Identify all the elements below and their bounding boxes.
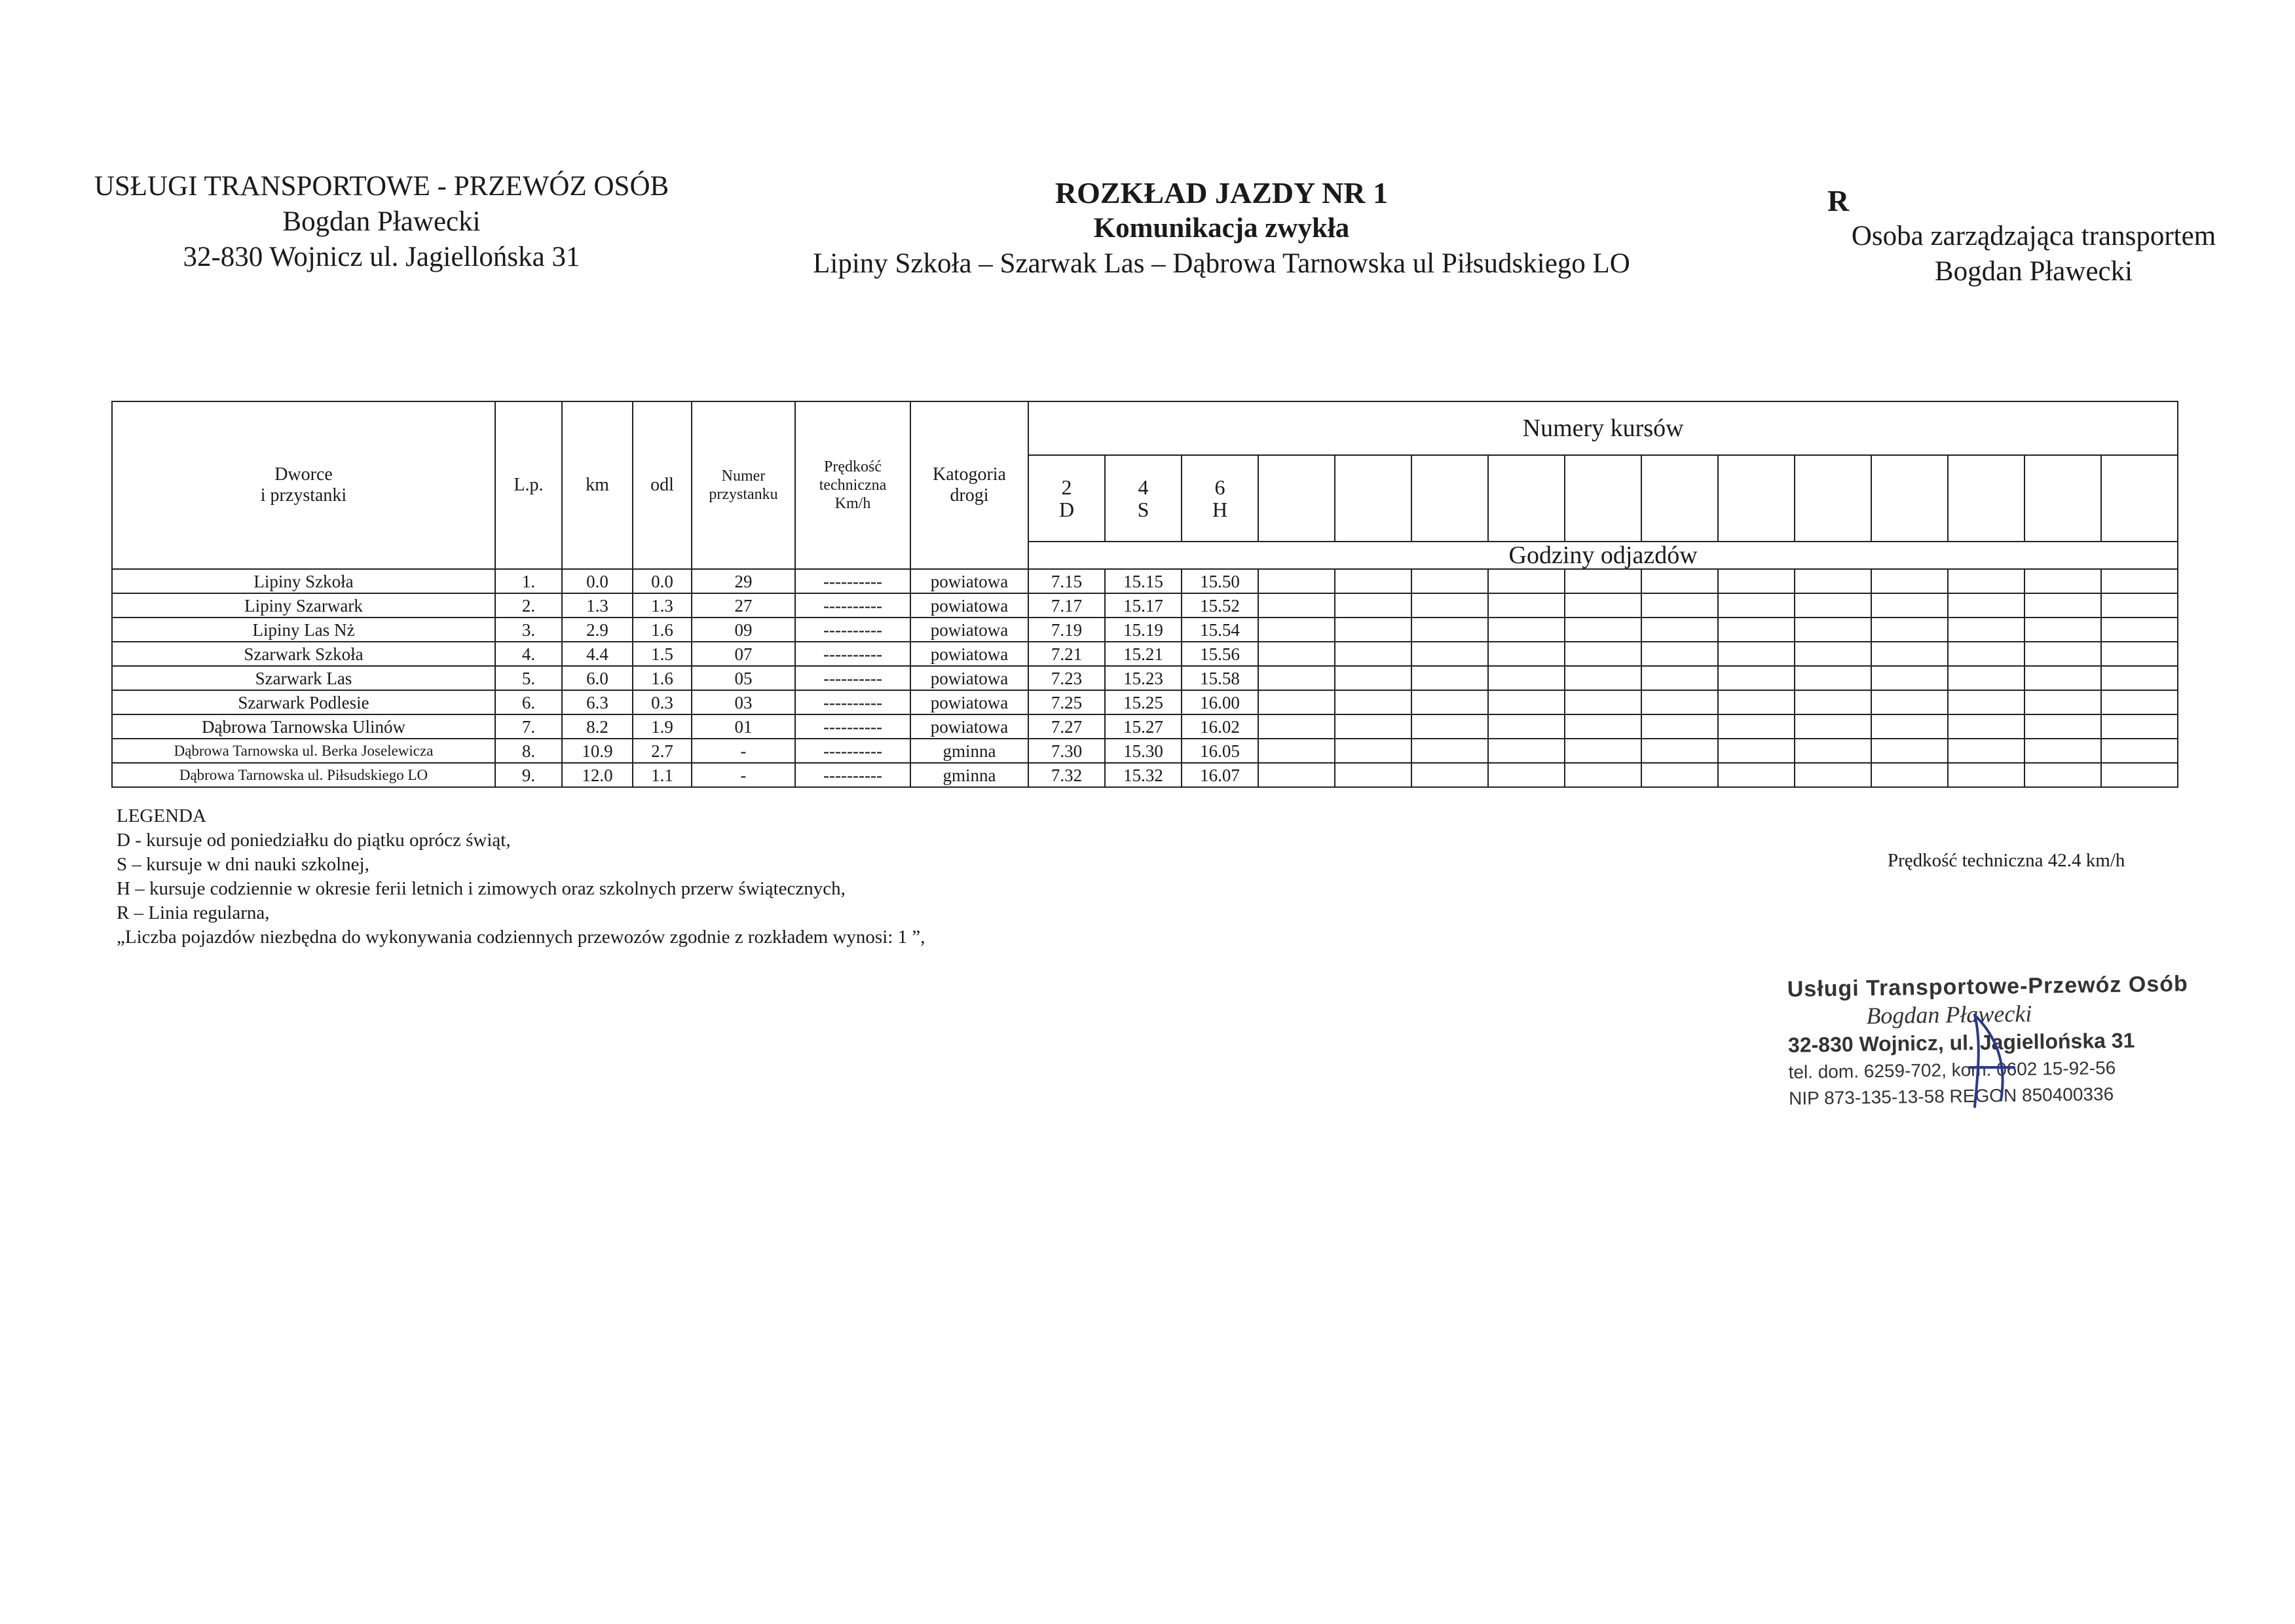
empty-departure-cell [1718, 618, 1795, 642]
empty-departure-cell [1871, 593, 1948, 618]
departure-course-6: 15.58 [1182, 666, 1258, 690]
empty-departure-cell [1488, 593, 1565, 618]
stop-km: 2.9 [562, 618, 633, 642]
empty-departure-cell [1795, 763, 1871, 787]
empty-departure-cell [1718, 690, 1795, 714]
empty-departure-cell [1565, 642, 1641, 666]
stop-number: 09 [692, 618, 795, 642]
course-empty-header [2024, 455, 2101, 542]
course-empty-header [1565, 455, 1641, 542]
company-name: USŁUGI TRANSPORTOWE - PRZEWÓZ OSÓB [94, 171, 669, 202]
stop-lp: 8. [495, 739, 562, 763]
timetable-header [740, 175, 1703, 282]
header-course-numbers: Numery kursów [1028, 401, 2178, 455]
empty-departure-cell [1488, 666, 1565, 690]
departure-course-6: 16.05 [1182, 739, 1258, 763]
course-empty-header [1641, 455, 1718, 542]
empty-departure-cell [1718, 763, 1795, 787]
stop-lp: 7. [495, 714, 562, 739]
empty-departure-cell [2024, 714, 2101, 739]
header-technical-speed: Prędkość techniczna Km/h [795, 401, 910, 569]
empty-departure-cell [1948, 666, 2024, 690]
stop-km: 4.4 [562, 642, 633, 666]
table-row [112, 593, 2178, 618]
stop-km: 10.9 [562, 739, 633, 763]
empty-departure-cell [1948, 714, 2024, 739]
empty-departure-cell [1948, 569, 2024, 593]
empty-departure-cell [1258, 569, 1335, 593]
stop-number: - [692, 763, 795, 787]
departure-course-2: 7.27 [1028, 714, 1105, 739]
empty-departure-cell [2101, 593, 2178, 618]
departure-course-4: 15.21 [1105, 642, 1182, 666]
stop-km: 0.0 [562, 569, 633, 593]
empty-departure-cell [1565, 666, 1641, 690]
stop-km: 1.3 [562, 593, 633, 618]
stop-number: 29 [692, 569, 795, 593]
empty-departure-cell [1335, 739, 1411, 763]
header-lp: L.p. [495, 401, 562, 569]
departure-course-2: 7.15 [1028, 569, 1105, 593]
empty-departure-cell [2024, 642, 2101, 666]
stop-lp: 9. [495, 763, 562, 787]
stop-name: Szarwark Podlesie [112, 690, 495, 714]
header-stops: Dworce i przystanki [112, 401, 495, 569]
manager-header [1808, 183, 2260, 289]
stop-name: Lipiny Szkoła [112, 569, 495, 593]
empty-departure-cell [1488, 642, 1565, 666]
departure-course-4: 15.30 [1105, 739, 1182, 763]
departure-course-2: 7.25 [1028, 690, 1105, 714]
stamp-line: Usługi Transportowe-Przewóz Osób [1787, 971, 2189, 1002]
departure-course-4: 15.17 [1105, 593, 1182, 618]
departure-course-4: 15.25 [1105, 690, 1182, 714]
departure-course-6: 16.07 [1182, 763, 1258, 787]
empty-departure-cell [1641, 666, 1718, 690]
departure-course-2: 7.19 [1028, 618, 1105, 642]
departure-course-2: 7.17 [1028, 593, 1105, 618]
stop-name: Dąbrowa Tarnowska Ulinów [112, 714, 495, 739]
stop-km: 6.0 [562, 666, 633, 690]
header-odl: odl [633, 401, 692, 569]
empty-departure-cell [1948, 690, 2024, 714]
legend-item: D - kursuje od poniedziałku do piątku oprócz świąt, [117, 830, 511, 851]
stop-road-category: gminna [910, 739, 1028, 763]
empty-departure-cell [1411, 618, 1488, 642]
empty-departure-cell [1488, 618, 1565, 642]
empty-departure-cell [1795, 690, 1871, 714]
empty-departure-cell [1718, 593, 1795, 618]
legend-item: H – kursuje codziennie w okresie ferii letnich i zimowych oraz szkolnych przerw świątecznych, [117, 878, 846, 899]
course-4-header: 4 S [1105, 455, 1182, 542]
manager-role: Osoba zarządzająca transportem [1851, 221, 2216, 251]
legend [117, 804, 925, 950]
stop-speed: ---------- [795, 666, 910, 690]
legend-item: S – kursuje w dni nauki szkolnej, [117, 854, 369, 875]
empty-departure-cell [2024, 763, 2101, 787]
empty-departure-cell [1258, 763, 1335, 787]
stop-road-category: gminna [910, 763, 1028, 787]
header-road-category: Katogoria drogi [910, 401, 1028, 569]
empty-departure-cell [1335, 593, 1411, 618]
empty-departure-cell [1641, 642, 1718, 666]
header-departure-times: Godziny odjazdów [1028, 542, 2178, 569]
empty-departure-cell [1565, 714, 1641, 739]
empty-departure-cell [1565, 618, 1641, 642]
stop-km: 6.3 [562, 690, 633, 714]
empty-departure-cell [1488, 739, 1565, 763]
empty-departure-cell [2024, 593, 2101, 618]
course-empty-header [1718, 455, 1795, 542]
empty-departure-cell [1795, 739, 1871, 763]
empty-departure-cell [2101, 714, 2178, 739]
stop-distance: 1.9 [633, 714, 692, 739]
empty-departure-cell [1641, 763, 1718, 787]
table-row [112, 690, 2178, 714]
empty-departure-cell [1488, 690, 1565, 714]
empty-departure-cell [1258, 714, 1335, 739]
stop-name: Szarwark Las [112, 666, 495, 690]
empty-departure-cell [1565, 690, 1641, 714]
stop-name: Dąbrowa Tarnowska ul. Berka Joselewicza [112, 739, 495, 763]
empty-departure-cell [2101, 690, 2178, 714]
empty-departure-cell [2101, 618, 2178, 642]
stop-lp: 3. [495, 618, 562, 642]
route-description: Lipiny Szkoła – Szarwak Las – Dąbrowa Tarnowska ul Piłsudskiego LO [813, 248, 1630, 279]
empty-departure-cell [1335, 569, 1411, 593]
departure-course-4: 15.27 [1105, 714, 1182, 739]
empty-departure-cell [1948, 642, 2024, 666]
table-row [112, 618, 2178, 642]
stop-speed: ---------- [795, 763, 910, 787]
departure-course-6: 15.56 [1182, 642, 1258, 666]
table-row [112, 739, 2178, 763]
stop-road-category: powiatowa [910, 569, 1028, 593]
table-row [112, 763, 2178, 787]
stamp-line: Bogdan Pławecki [1866, 1000, 2032, 1029]
empty-departure-cell [1411, 569, 1488, 593]
empty-departure-cell [1795, 618, 1871, 642]
course-empty-header [2101, 455, 2178, 542]
stop-name: Dąbrowa Tarnowska ul. Piłsudskiego LO [112, 763, 495, 787]
stop-km: 8.2 [562, 714, 633, 739]
stop-lp: 2. [495, 593, 562, 618]
empty-departure-cell [1488, 714, 1565, 739]
stop-number: 03 [692, 690, 795, 714]
stamp-line: tel. dom. 6259-702, kom. 0602 15-92-56 [1788, 1057, 2116, 1082]
empty-departure-cell [1335, 763, 1411, 787]
course-empty-header [1871, 455, 1948, 542]
departure-course-6: 15.50 [1182, 569, 1258, 593]
stop-distance: 0.3 [633, 690, 692, 714]
departure-course-4: 15.32 [1105, 763, 1182, 787]
empty-departure-cell [2101, 739, 2178, 763]
empty-departure-cell [1411, 739, 1488, 763]
empty-departure-cell [1871, 763, 1948, 787]
legend-title: LEGENDA [117, 805, 206, 826]
empty-departure-cell [1411, 714, 1488, 739]
empty-departure-cell [1411, 642, 1488, 666]
stop-lp: 5. [495, 666, 562, 690]
departure-course-4: 15.19 [1105, 618, 1182, 642]
empty-departure-cell [2024, 739, 2101, 763]
empty-departure-cell [1718, 666, 1795, 690]
stop-road-category: powiatowa [910, 642, 1028, 666]
timetable-table [111, 401, 2178, 788]
course-empty-header [1488, 455, 1565, 542]
empty-departure-cell [1795, 593, 1871, 618]
empty-departure-cell [1258, 739, 1335, 763]
line-type-letter: R [1827, 184, 1850, 217]
stop-lp: 1. [495, 569, 562, 593]
empty-departure-cell [1948, 739, 2024, 763]
empty-departure-cell [2101, 569, 2178, 593]
stop-road-category: powiatowa [910, 593, 1028, 618]
course-empty-header [1335, 455, 1411, 542]
empty-departure-cell [1641, 690, 1718, 714]
stop-speed: ---------- [795, 714, 910, 739]
empty-departure-cell [1565, 763, 1641, 787]
departure-course-6: 15.52 [1182, 593, 1258, 618]
stop-road-category: powiatowa [910, 618, 1028, 642]
empty-departure-cell [1948, 763, 2024, 787]
stop-speed: ---------- [795, 690, 910, 714]
empty-departure-cell [1335, 666, 1411, 690]
stamp-line: NIP 873-135-13-58 REGON 850400336 [1788, 1083, 2114, 1109]
departure-course-2: 7.32 [1028, 763, 1105, 787]
header-km: km [562, 401, 633, 569]
empty-departure-cell [1258, 666, 1335, 690]
stop-speed: ---------- [795, 618, 910, 642]
empty-departure-cell [1258, 618, 1335, 642]
stop-road-category: powiatowa [910, 690, 1028, 714]
empty-departure-cell [1641, 714, 1718, 739]
empty-departure-cell [1488, 569, 1565, 593]
stop-speed: ---------- [795, 642, 910, 666]
timetable-title: ROZKŁAD JAZDY NR 1 [1054, 176, 1389, 210]
empty-departure-cell [1258, 593, 1335, 618]
departure-course-4: 15.23 [1105, 666, 1182, 690]
empty-departure-cell [1795, 714, 1871, 739]
course-2-header: 2 D [1028, 455, 1105, 542]
departure-course-2: 7.30 [1028, 739, 1105, 763]
stop-distance: 1.6 [633, 666, 692, 690]
stop-distance: 1.6 [633, 618, 692, 642]
table-row [112, 642, 2178, 666]
empty-departure-cell [1411, 593, 1488, 618]
stop-name: Szarwark Szkoła [112, 642, 495, 666]
empty-departure-cell [2024, 666, 2101, 690]
stop-distance: 0.0 [633, 569, 692, 593]
stop-speed: ---------- [795, 593, 910, 618]
empty-departure-cell [1411, 763, 1488, 787]
legend-item: „Liczba pojazdów niezbędna do wykonywania codziennych przewozów zgodnie z rozkładem wynosi: 1 ”, [117, 927, 925, 948]
empty-departure-cell [2024, 569, 2101, 593]
empty-departure-cell [1258, 690, 1335, 714]
empty-departure-cell [1795, 642, 1871, 666]
stop-number: 27 [692, 593, 795, 618]
empty-departure-cell [2024, 618, 2101, 642]
stop-speed: ---------- [795, 739, 910, 763]
empty-departure-cell [1718, 569, 1795, 593]
empty-departure-cell [1335, 690, 1411, 714]
stop-km: 12.0 [562, 763, 633, 787]
legend-item: R – Linia regularna, [117, 902, 270, 923]
empty-departure-cell [1641, 593, 1718, 618]
empty-departure-cell [1565, 739, 1641, 763]
departure-course-6: 15.54 [1182, 618, 1258, 642]
owner-name: Bogdan Pławecki [282, 206, 481, 237]
course-empty-header [1795, 455, 1871, 542]
empty-departure-cell [1948, 593, 2024, 618]
empty-departure-cell [1335, 618, 1411, 642]
empty-departure-cell [1948, 618, 2024, 642]
manager-name: Bogdan Pławecki [1934, 256, 2133, 287]
empty-departure-cell [1871, 569, 1948, 593]
stop-speed: ---------- [795, 569, 910, 593]
stop-name: Lipiny Szarwark [112, 593, 495, 618]
departure-course-6: 16.02 [1182, 714, 1258, 739]
empty-departure-cell [1488, 763, 1565, 787]
stop-lp: 4. [495, 642, 562, 666]
empty-departure-cell [1411, 690, 1488, 714]
stop-road-category: powiatowa [910, 714, 1028, 739]
empty-departure-cell [1258, 642, 1335, 666]
empty-departure-cell [1718, 739, 1795, 763]
empty-departure-cell [1871, 618, 1948, 642]
stop-number: 05 [692, 666, 795, 690]
stop-distance: 1.3 [633, 593, 692, 618]
stop-distance: 1.5 [633, 642, 692, 666]
header-stop-number: Numer przystanku [692, 401, 795, 569]
stop-distance: 2.7 [633, 739, 692, 763]
empty-departure-cell [1411, 666, 1488, 690]
departure-course-4: 15.15 [1105, 569, 1182, 593]
stop-number: 01 [692, 714, 795, 739]
company-header [39, 169, 724, 275]
stop-road-category: powiatowa [910, 666, 1028, 690]
empty-departure-cell [1641, 739, 1718, 763]
course-empty-header [1948, 455, 2024, 542]
departure-course-6: 16.00 [1182, 690, 1258, 714]
empty-departure-cell [1871, 666, 1948, 690]
stamp-line: 32-830 Wojnicz, ul. Jagiellońska 31 [1787, 1028, 2135, 1057]
empty-departure-cell [1871, 714, 1948, 739]
departure-course-2: 7.21 [1028, 642, 1105, 666]
empty-departure-cell [2101, 666, 2178, 690]
empty-departure-cell [2101, 763, 2178, 787]
departure-course-2: 7.23 [1028, 666, 1105, 690]
empty-departure-cell [1641, 618, 1718, 642]
empty-departure-cell [1718, 642, 1795, 666]
empty-departure-cell [1565, 593, 1641, 618]
empty-departure-cell [1871, 739, 1948, 763]
table-row [112, 569, 2178, 593]
stop-name: Lipiny Las Nż [112, 618, 495, 642]
stop-number: - [692, 739, 795, 763]
empty-departure-cell [1335, 642, 1411, 666]
empty-departure-cell [1871, 642, 1948, 666]
empty-departure-cell [2101, 642, 2178, 666]
empty-departure-cell [1565, 569, 1641, 593]
course-empty-header [1411, 455, 1488, 542]
table-row [112, 666, 2178, 690]
course-6-header: 6 H [1182, 455, 1258, 542]
empty-departure-cell [1335, 714, 1411, 739]
company-address: 32-830 Wojnicz ul. Jagiellońska 31 [183, 242, 580, 272]
empty-departure-cell [2024, 690, 2101, 714]
handwritten-signature [1955, 989, 2034, 1120]
table-row [112, 714, 2178, 739]
empty-departure-cell [1795, 666, 1871, 690]
empty-departure-cell [1641, 569, 1718, 593]
technical-speed-note: Prędkość techniczna 42.4 km/h [1888, 850, 2125, 871]
timetable-subtitle: Komunikacja zwykła [1093, 213, 1350, 244]
empty-departure-cell [1795, 569, 1871, 593]
course-empty-header [1258, 455, 1335, 542]
stop-distance: 1.1 [633, 763, 692, 787]
stop-number: 07 [692, 642, 795, 666]
empty-departure-cell [1871, 690, 1948, 714]
empty-departure-cell [1718, 714, 1795, 739]
stop-lp: 6. [495, 690, 562, 714]
